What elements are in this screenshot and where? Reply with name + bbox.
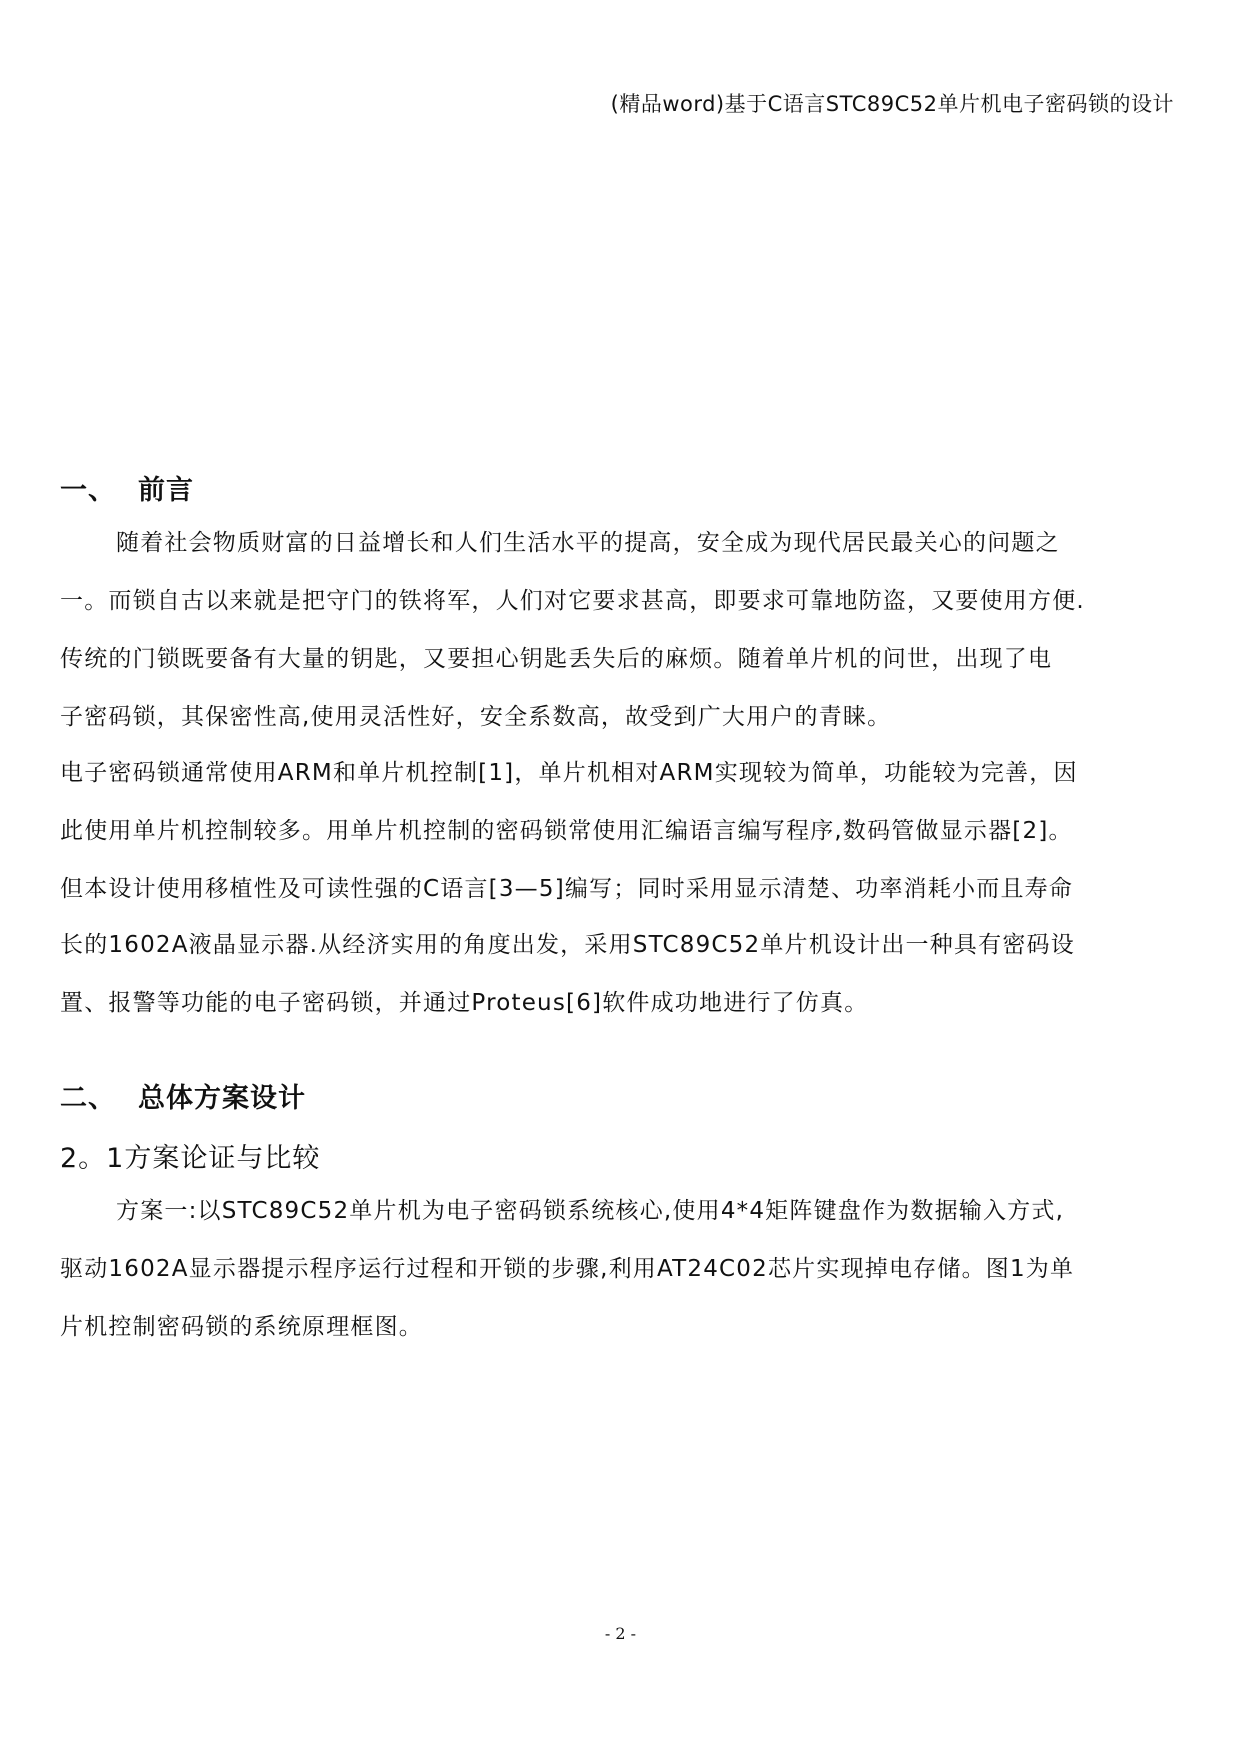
section-number: 二、 bbox=[60, 1083, 116, 1114]
paragraph-line: 传统的门锁既要备有大量的钥匙，又要担心钥匙丢失后的麻烦。随着单片机的问世，出现了电 bbox=[60, 646, 1053, 672]
paragraph-line: 子密码锁，其保密性高,使用灵活性好，安全系数高，故受到广大用户的青睐。 bbox=[60, 704, 892, 730]
page-number: - 2 - bbox=[604, 1624, 637, 1643]
paragraph-line: 置、报警等功能的电子密码锁，并通过Proteus[6]软件成功地进行了仿真。 bbox=[60, 990, 869, 1016]
section-number: 一、 bbox=[60, 475, 116, 506]
subsection-heading: 2。1方案论证与比较 bbox=[60, 1143, 321, 1174]
paragraph-line: 驱动1602A显示器提示程序运行过程和开锁的步骤,利用AT24C02芯片实现掉电存储。图1为单 bbox=[60, 1256, 1075, 1282]
paragraph-line: 长的1602A液晶显示器.从经济实用的角度出发，采用STC89C52单片机设计出一种具有密码设 bbox=[60, 932, 1075, 958]
section-title: 总体方案设计 bbox=[138, 1083, 306, 1114]
section-heading-preface bbox=[60, 468, 194, 507]
paragraph-line: 一。而锁自古以来就是把守门的铁将军，人们对它要求甚高，即要求可靠地防盗，又要使用方便. bbox=[60, 588, 1085, 614]
section-heading-overall-design bbox=[60, 1076, 306, 1115]
section-title: 前言 bbox=[138, 475, 194, 506]
paragraph-line: 此使用单片机控制较多。用单片机控制的密码锁常使用汇编语言编写程序,数码管做显示器[2]。 bbox=[60, 818, 1073, 844]
paragraph-line: 方案一:以STC89C52单片机为电子密码锁系统核心,使用4*4矩阵键盘作为数据输入方式, bbox=[116, 1198, 1065, 1224]
paragraph-line: 片机控制密码锁的系统原理框图。 bbox=[60, 1314, 423, 1340]
paragraph-line: 但本设计使用移植性及可读性强的C语言[3—5]编写；同时采用显示清楚、功率消耗小而且寿命 bbox=[60, 876, 1074, 902]
running-header: (精品word)基于C语言STC89C52单片机电子密码锁的设计 bbox=[610, 92, 1174, 116]
paragraph-line: 电子密码锁通常使用ARM和单片机控制[1]，单片机相对ARM实现较为简单，功能较为完善，因 bbox=[60, 760, 1078, 786]
paragraph-line: 随着社会物质财富的日益增长和人们生活水平的提高，安全成为现代居民最关心的问题之 bbox=[116, 530, 1060, 556]
